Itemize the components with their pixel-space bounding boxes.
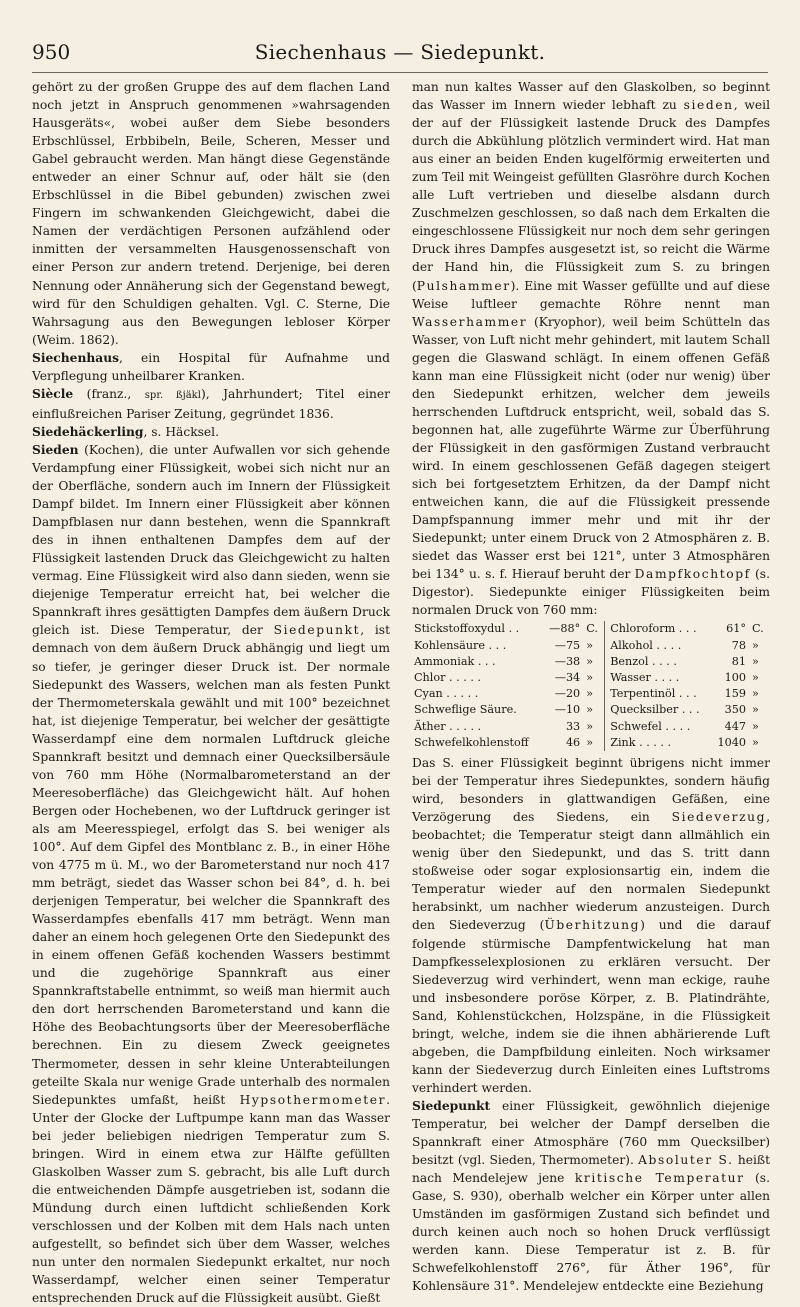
cell-right-unit: C. [752,622,764,636]
term-dampfkochtopf: Dampfkochtopf [634,567,751,582]
cell-right-unit: » [752,687,759,701]
table-row [412,702,770,718]
cell-right-value: 61° [726,622,746,636]
entry-sieden-continuation: man nun kaltes Wasser auf den Glaskolben, so beginnt das Wasser im Innern wieder lebhaft zu sieden, weil der auf der Flüssigkeit lastende Druck des Dampfes durch die Abkühlung plötzlich vermindert wird. Hat man aus einer an beiden Enden kugelförmig erweiterten und zum Teil mit Weingeist gefüllten Glasröhre durch Kochen alle Luft vertrieben und dieselbe alsdann durch Zuschmelzen geschlossen, so daß nach dem Erkalten die eingeschlossene Flüssigkeit nur noch dem sehr geringen Druck ihres Dampfes ausgesetzt ist, so reicht die Wärme der Hand hin, die Flüssigkeit zum S. zu bringen (Pulshammer). Eine mit Wasser gefüllte und auf diese Weise luftleer gemachte Röhre nennt man Wasserhammer (Kryophor), weil beim Schütteln das Wasser, von Luft nicht mehr gehindert, mit lautem Schall gegen die Glaswand schlägt. In einem offenen Gefäß kann man eine Flüssigkeit nicht (oder nur wenig) über den Siedepunkt erhitzen, welcher dem jeweils herrschenden Luftdruck entspricht, weil, sobald das S. begonnen hat, alle zugeführte Wärme zur Überführung der Flüssigkeit in den gasförmigen Zustand verbraucht wird. In einem geschlossenen Gefäß dagegen steigert sich bei fortgesetztem Erhitzen, da der Dampf nicht entweichen kann, die auf die Flüssigkeit pressende Dampfspannung immer mehr und mit ihr der Siedepunkt; unter einem Druck von 2 Atmosphären z. B. siedet das Wasser erst bei 121°, unter 3 Atmosphären bei 134° u. s. f. Hierauf beruht der Dampfkochtopf (s. Digestor). Siedepunkte einiger Flüssigkeiten beim normalen Druck von 760 mm: [412,80,771,618]
header-rule [32,72,768,73]
running-title: Siechenhaus — Siedepunkt. [254,40,546,64]
cell-left-unit: » [586,671,594,685]
entry-sieden: Sieden (Kochen), die unter Aufwallen vor sich gehende Verdampfung einer Flüssigkeit, wobei sich nicht nur an der Oberfläche, sondern auch im Innern der Flüssigkeit Dampf bildet. Im Innern einer Flüssigkeit aber können Dampfblasen nur dann bestehen, wenn die Spannkraft des in ihnen enthaltenen Dampfes dem auf der Flüssigkeit lastenden Druck das Gleichgewicht zu halten vermag. Eine Flüssigkeit wird also dann sieden, wenn sie diejenige Temperatur erreicht hat, bei welcher die Spannkraft ihres gesättigten Dampfes dem äußern Druck gleich ist. Diese Temperatur, der Siedepunkt, ist demnach von dem äußern Druck abhängig und liegt um so tiefer, je geringer dieser Druck ist. Der normale Siedepunkt des Wassers, welchen man als festen Punkt der Thermometerskala gewählt und mit 100° bezeichnet hat, ist diejenige Temperatur, bei welcher der gesättigte Wasserdampf eine dem normalen Luftdruck gleiche Spannkraft besitzt und demnach einer Quecksilbersäule von 760 mm Höhe (Normalbarometerstand an der Meeresoberfläche) das Gleichgewicht hält. Auf hohen Bergen oder Hochebenen, wo der Luftdruck geringer ist als am Meeresspiegel, erfolgt das S. bei weniger als 100°. Auf dem Gipfel des Montblanc z. B., in einer Höhe von 4775 m ü. M., wo der Barometerstand nur noch 417 mm beträgt, siedet das Wasser schon bei 84°, d. h. bei derjenigen Temperatur, bei welcher die Spannkraft des Wasserdampfes ebenfalls 417 mm beträgt. Wenn man daher an einem hoch gelegenen Orte den Siedepunkt des in einem offenen Gefäß kochenden Wassers bestimmt und die zugehörige Spannkraft aus einer Spannkraftstabelle entnimmt, so weiß man hiermit auch den dort herrschenden Barometerstand und kann die Höhe des Beobachtungsorts über der Meeresoberfläche berechnen. Ein zu diesem Zweck geeignetes Thermometer, dessen in sehr kleine Unterabteilungen geteilte Skala nur wenige Grade unterhalb des normalen Siedepunktes umfaßt, heißt Hypsothermometer. Unter der Glocke der Luftpumpe kann man das Wasser bei jeder beliebigen niedrigen Temperatur zum S. bringen. Wird in einem etwa zur Hälfte gefüllten Glaskolben Wasser zum S. gebracht, bis alle Luft durch die entweichenden Dämpfe ausgetrieben ist, sodann die Mündung durch einen luftdicht schließenden Kork verschlossen und der Kolben mit dem Hals nach unten aufgestellt, so befindet sich über dem Wasser, welches nun unter den normalen Siedepunkt erkaltet, nur noch Wasserdampf, welcher einen seiner Temperatur entsprechenden Druck auf die Flüssigkeit ausübt. Gießt [32,441,390,1306]
cell-left-name: Stickstoffoxydul . . [414,622,520,636]
cell-right-name: Chloroform . . . [605,621,712,637]
cell-right-name: Benzol . . . . [605,654,712,670]
cell-right-value: 100 [724,671,746,685]
term-absoluter-siedepunkt: Absoluter S. [638,1153,734,1168]
term-wasserhammer: Wasserhammer [412,314,528,329]
cell-right-name: Alkohol . . . . [605,638,712,654]
cell-left-unit: C. [586,622,598,636]
cell-right-name: Schwefel . . . . [605,719,712,735]
cell-left-unit: » [586,719,594,733]
boiling-point-table [412,621,770,751]
term-hypsothermometer: Hypsothermometer [239,1092,387,1107]
table-row [412,638,770,654]
headword-siedepunkt: Siedepunkt [412,1097,491,1113]
cell-left-name: Cyan . . . . . [414,687,479,701]
cell-left-unit: » [586,638,594,652]
cell-right-name: Wasser . . . . [605,670,712,686]
cell-right-name: Zink . . . . . [605,735,712,751]
cell-right-value: 159 [724,687,746,701]
entry-siedehaeckerling: Siedehäckerling, s. Häcksel. [32,423,219,439]
term-pulshammer: Pulshammer [416,278,511,293]
cell-left-value: —34 [554,671,581,685]
page-header [32,38,768,74]
cell-left-name: Kohlensäure . . . [414,638,507,652]
entry-siedepunkt: Siedepunkt einer Flüssigkeit, gewöhnlich diejenige Temperatur, bei welcher der Dampf derselben die Spannkraft einer Atmosphäre (760 mm Quecksilber) besitzt (vgl. Sieden, Thermometer). Absoluter S. heißt nach Mendelejew jene kritische Temperatur (s. Gase, S. 930), oberhalb welcher ein Körper unter allen Umständen im gasförmigen Zustand sich befindet und durch keinen auch noch so hohen Druck verflüssigt werden kann. Diese Temperatur ist z. B. für Schwefelkohlenstoff 276°, für Äther 196°, für Kohlensäure 31°. Mendelejew entdeckte eine Beziehung [412,1097,770,1294]
cell-right-value: 78 [731,638,746,652]
cell-left-value: —38 [554,654,581,668]
cell-left-name: Äther . . . . . [414,719,482,733]
cell-left-value: —88° [549,622,581,636]
cell-right-value: 350 [724,703,746,717]
cell-left-name: Chlor . . . . . [414,671,481,685]
entry-siecle: Siècle (franz., spr. ßjäkl), Jahrhundert; Titel einer einflußreichen Pariser Zeitung, gegründet 1836. [32,385,391,421]
cell-left-unit: » [586,735,594,749]
table-row [412,719,770,735]
entry-sieb-continuation: gehört zu der großen Gruppe des auf dem flachen Land noch jetzt in Anspruch genommenen »wahrsagenden Hausgeräts«, wobei außer dem Siebe besonders Erbschlüssel, Erbbibeln, Beile, Scheren, Messer und Gabel gebraucht werden. Man hängt diese Gegenstände entweder an einer Schnur auf, oder hält sie (den Erbschlüssel in die Bibel gebunden) zwischen zwei Fingern im schwankenden Gleichgewicht, dabei die Namen der verdächtigen Personen aufzählend oder inmitten der versammelten Hausgenossenschaft von einer Person zur andern tretend. Derjenige, bei deren Nennung oder Annäherung sich der Gegenstand bewegt, wird für den Schuldigen gehalten. Vgl. C. Sterne, Die Wahrsagung aus den Bewegungen lebloser Körper (Weim. 1862). [32,80,390,347]
cell-right-value: 81 [731,654,746,668]
table-row [412,654,770,670]
headword-siecle: Siècle [32,385,74,401]
cell-right-unit: » [752,638,759,652]
term-ueberhitzung: Überhitzung [544,918,641,933]
headword-siechenhaus: Siechenhaus [32,349,120,365]
cell-right-name: Terpentinöl . . . [605,686,712,702]
cell-left-value: 33 [565,719,581,733]
page-number: 950 [32,40,71,64]
cell-left-unit: » [586,703,594,717]
cell-left-value: —75 [554,638,581,652]
cell-right-unit: » [752,735,759,749]
cell-left-name: Schwefelkohlenstoff [414,735,529,749]
right-column [412,78,771,1294]
cell-right-value: 1040 [717,735,746,749]
entry-siechenhaus: Siechenhaus, ein Hospital für Aufnahme und Verpflegung unheilbarer Kranken. [32,349,390,383]
table-row [412,686,770,702]
cell-left-unit: » [586,687,594,701]
term-siedeverzug: Siedeverzug [671,810,767,825]
cell-right-unit: » [752,654,759,668]
cell-right-name: Quecksilber . . . [605,702,712,718]
cell-left-unit: » [586,654,594,668]
table-row [412,670,770,686]
cell-left-value: —20 [554,687,581,701]
term-siedepunkt: Siedepunkt [273,623,361,638]
pronunciation: spr. ßjäkl [144,389,201,401]
table-row [412,735,770,751]
headword-siedehaeckerling: Siedehäckerling [32,423,144,439]
cell-left-name: Schweflige Säure. [414,703,517,717]
table-row [412,621,770,637]
term-sieden: sieden [683,98,734,113]
term-kritische-temperatur: kritische Temperatur [574,1171,745,1186]
cell-right-unit: » [752,703,759,717]
cell-left-name: Ammoniak . . . [414,654,496,668]
left-column [32,78,391,1306]
siedeverzug-paragraph: Das S. einer Flüssigkeit beginnt übrigens nicht immer bei der Temperatur ihres Siedepunktes, sondern häufig wird, besonders in glattwandigen Gefäßen, eine Verzögerung des Siedens, ein Siedeverzug, beobachtet; die Temperatur steigt dann allmählich ein wenig über den Siedepunkt, und das S. tritt dann stoßweise oder sogar explosionsartig ein, indem die Temperatur wieder auf den normalen Siedepunkt herabsinkt, um nachher wiederum anzusteigen. Durch den Siedeverzug (Überhitzung) und die darauf folgende stürmische Dampfentwickelung hat man Dampfkesselexplosionen zu erklären versucht. Der Siedeverzug wird verhindert, wenn man eckige, rauhe und insbesondere poröse Körper, z. B. Platindrähte, Sand, Kohlenstückchen, Holzspäne, in die Flüssigkeit bringt, welche, indem sie die ihnen abhärierende Luft abgeben, die Dampfbildung einleiten. Noch wirksamer kann der Siedeverzug durch Einleiten eines Luftstroms verhindert werden. [412,756,770,1095]
cell-left-value: 46 [565,735,581,749]
cell-right-value: 447 [724,719,746,733]
cell-right-unit: » [752,671,759,685]
cell-right-unit: » [752,719,759,733]
headword-sieden: Sieden [32,441,79,457]
cell-left-value: —10 [554,703,581,717]
